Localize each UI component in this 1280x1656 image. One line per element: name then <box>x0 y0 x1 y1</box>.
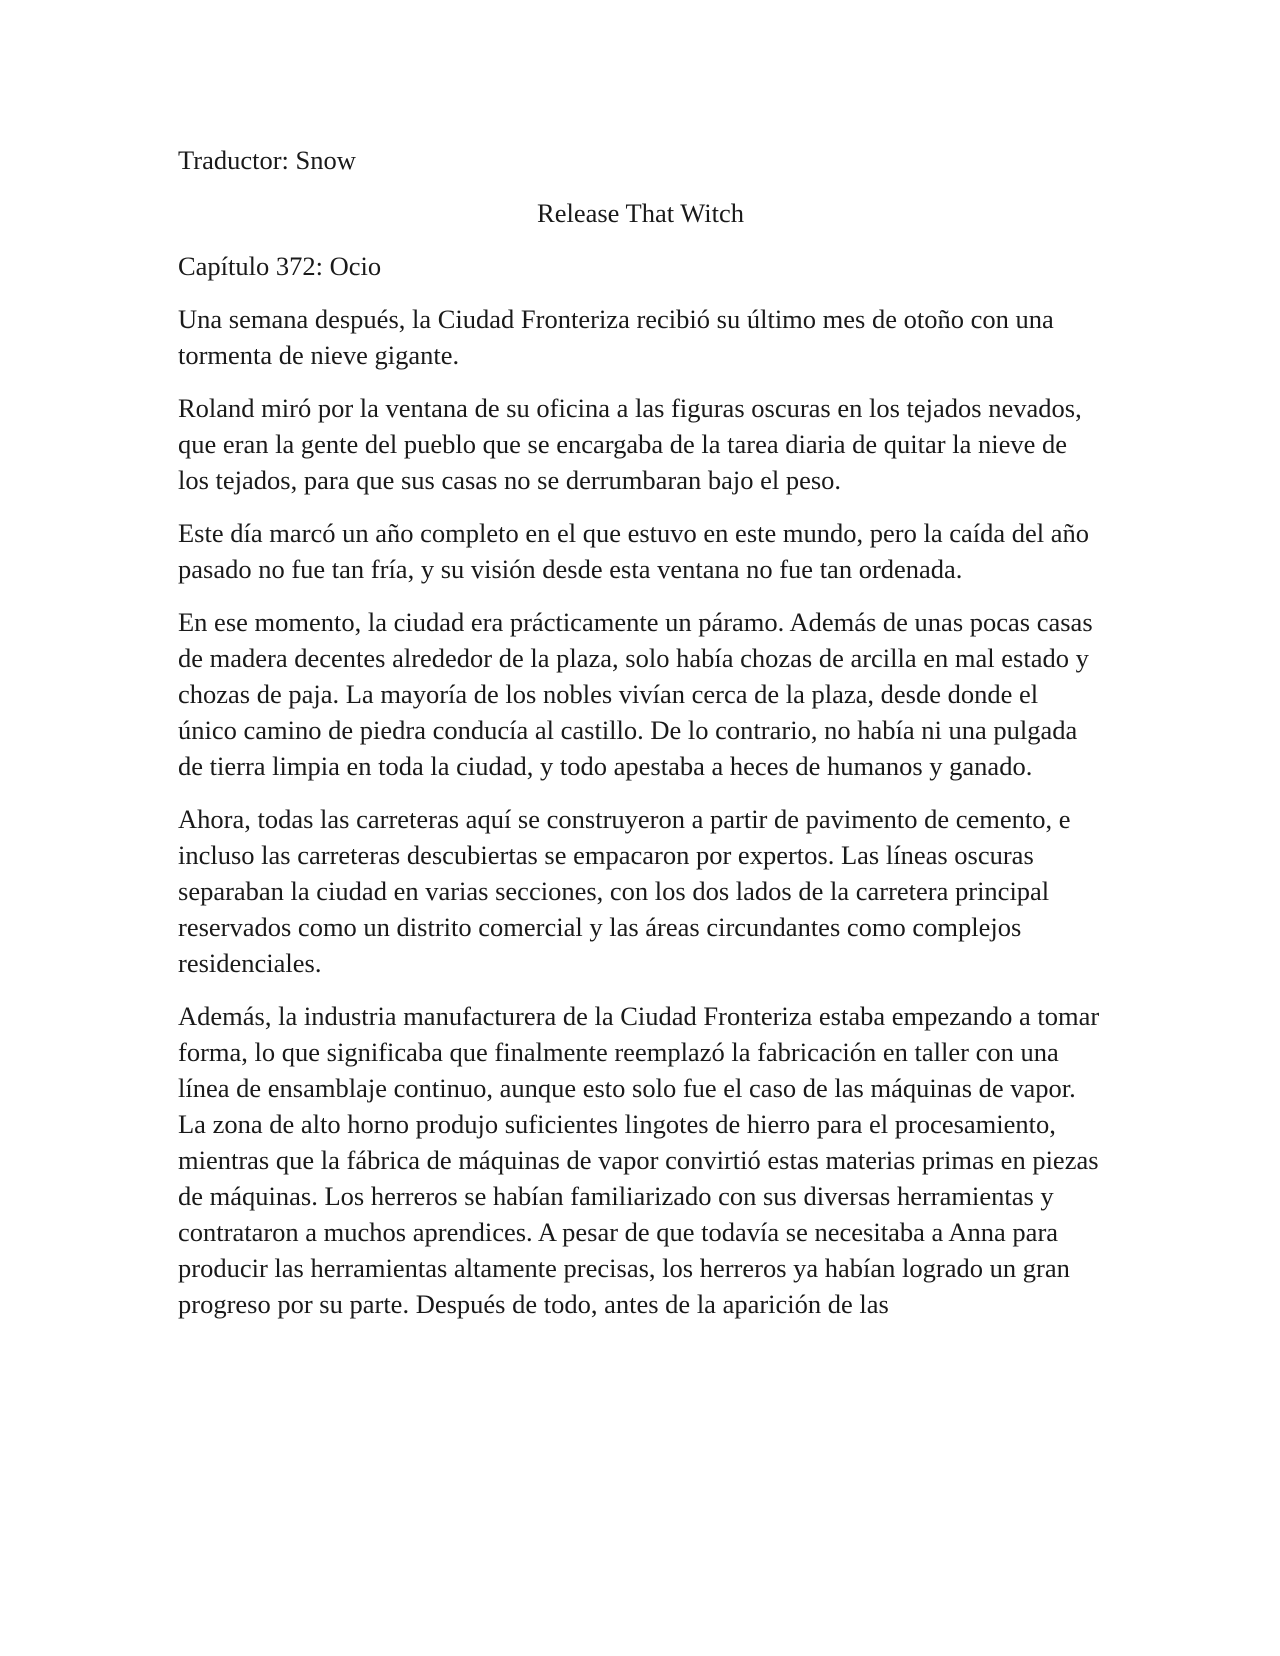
chapter-heading: Capítulo 372: Ocio <box>178 251 382 281</box>
body-paragraph: Una semana después, la Ciudad Fronteriza recibió su último mes de otoño con una tormenta de nieve gigante. <box>178 304 1054 370</box>
book-title: Release That Witch <box>537 198 744 228</box>
body-paragraph: En ese momento, la ciudad era prácticamente un páramo. Además de unas pocas casas de madera decentes alrededor de la plaza, solo había chozas de arcilla en mal estado y chozas de paja. La mayoría de los nobles vivían cerca de la plaza, desde donde el único camino de piedra conducía al castillo. De lo contrario, no había ni una pulgada de tierra limpia en toda la ciudad, y todo apestaba a heces de humanos y ganado. <box>178 607 1093 781</box>
body-paragraph: Este día marcó un año completo en el que estuvo en este mundo, pero la caída del año pasado no fue tan fría, y su visión desde esta ventana no fue tan ordenada. <box>178 518 1089 584</box>
document-page <box>178 142 1103 1339</box>
body-paragraph: Además, la industria manufacturera de la Ciudad Fronteriza estaba empezando a tomar forma, lo que significaba que finalmente reemplazó la fabricación en taller con una línea de ensamblaje continuo, aunque esto solo fue el caso de las máquinas de vapor. La zona de alto horno produjo suficientes lingotes de hierro para el procesamiento, mientras que la fábrica de máquinas de vapor convirtió estas materias primas en piezas de máquinas. Los herreros se habían familiarizado con sus diversas herramientas y contrataron a muchos aprendices. A pesar de que todavía se necesitaba a Anna para producir las herramientas altamente precisas, los herreros ya habían logrado un gran progreso por su parte. Después de todo, antes de la aparición de las <box>178 1001 1100 1319</box>
translator-line: Traductor: Snow <box>178 145 356 175</box>
body-paragraph: Roland miró por la ventana de su oficina a las figuras oscuras en los tejados nevados, que eran la gente del pueblo que se encargaba de la tarea diaria de quitar la nieve de los tejados, para que sus casas no se derrumbaran bajo el peso. <box>178 393 1082 495</box>
body-paragraph: Ahora, todas las carreteras aquí se construyeron a partir de pavimento de cemento, e incluso las carreteras descubiertas se empacaron por expertos. Las líneas oscuras separaban la ciudad en varias secciones, con los dos lados de la carretera principal reservados como un distrito comercial y las áreas circundantes como complejos residenciales. <box>178 804 1071 978</box>
